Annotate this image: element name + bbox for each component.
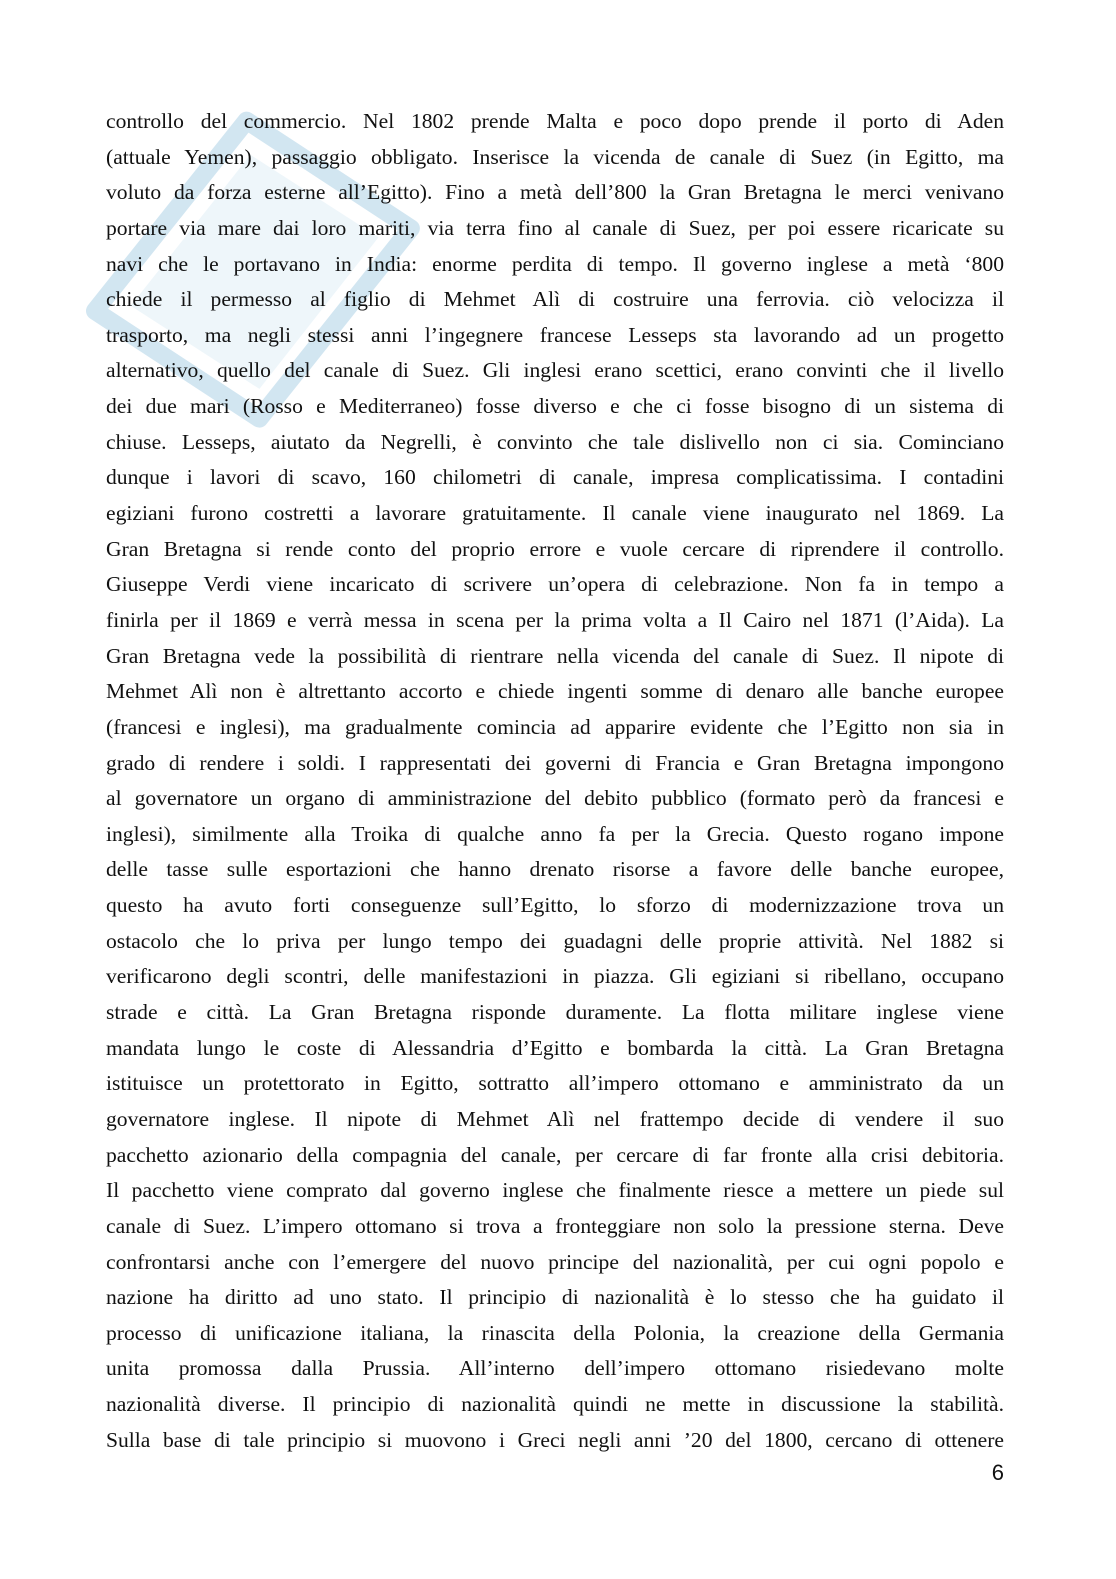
text-line: Mehmet Alì non è altrettanto accorto e chiede ingenti somme di denaro alle banche europee [106, 679, 1004, 704]
text-line: (francesi e inglesi), ma gradualmente comincia ad apparire evidente che l’Egitto non sia in [106, 714, 1004, 739]
text-line: navi che le portavano in India: enorme perdita di tempo. Il governo inglese a metà ‘800 [106, 251, 1004, 276]
text-line: al governatore un organo di amministrazione del debito pubblico (formato però da francesi e [106, 786, 1004, 811]
text-line: processo di unificazione italiana, la rinascita della Polonia, la creazione della Germania [106, 1320, 1004, 1345]
text-line: ostacolo che lo priva per lungo tempo dei guadagni delle proprie attività. Nel 1882 si [106, 928, 1004, 953]
text-line: istituisce un protettorato in Egitto, sottratto all’impero ottomano e amministrato da un [106, 1071, 1004, 1096]
text-line: (attuale Yemen), passaggio obbligato. Inserisce la vicenda de canale di Suez (in Egitto, ma [106, 144, 1004, 169]
page-number: 6 [991, 1460, 1004, 1485]
text-line: dei due mari (Rosso e Mediterraneo) fosse diverso e che ci fosse bisogno di un sistema di [106, 394, 1004, 419]
text-line: Sulla base di tale principio si muovono i Greci negli anni ’20 del 1800, cercano di ottenere [106, 1427, 1004, 1452]
text-line: Il pacchetto viene comprato dal governo inglese che finalmente riesce a mettere un piede sul [106, 1178, 1004, 1203]
text-line: governatore inglese. Il nipote di Mehmet Alì nel frattempo decide di vendere il suo [106, 1106, 1004, 1131]
text-line: pacchetto azionario della compagnia del canale, per cercare di far fronte alla crisi debitoria. [106, 1142, 1004, 1167]
text-line: voluto da forza esterne all’Egitto). Fino a metà dell’800 la Gran Bretagna le merci venivano [106, 180, 1004, 205]
text-line: egiziani furono costretti a lavorare gratuitamente. Il canale viene inaugurato nel 1869. La [106, 501, 1004, 526]
text-line: grado di rendere i soldi. I rappresentati dei governi di Francia e Gran Bretagna impongono [106, 750, 1004, 775]
text-line: portare via mare dai loro mariti, via terra fino al canale di Suez, per poi essere ricaricate su [106, 215, 1004, 240]
text-line: Gran Bretagna si rende conto del proprio errore e vuole cercare di riprendere il controllo. [106, 536, 1004, 561]
text-line: unita promossa dalla Prussia. All’interno dell’impero ottomano risiedevano molte [106, 1356, 1004, 1381]
text-line: nazione ha diritto ad uno stato. Il principio di nazionalità è lo stesso che ha guidato il [106, 1285, 1004, 1310]
text-line: nazionalità diverse. Il principio di nazionalità quindi ne mette in discussione la stabilità. [106, 1392, 1004, 1417]
text-line: trasporto, ma negli stessi anni l’ingegnere francese Lesseps sta lavorando ad un progetto [106, 322, 1004, 347]
body-text [106, 104, 1004, 1458]
text-line: chiuse. Lesseps, aiutato da Negrelli, è convinto che tale dislivello non ci sia. Cominciano [106, 429, 1004, 454]
text-line: alternativo, quello del canale di Suez. Gli inglesi erano scettici, erano convinti che il livello [106, 358, 1004, 383]
text-line: dunque i lavori di scavo, 160 chilometri di canale, impresa complicatissima. I contadini [106, 465, 1004, 490]
text-line: Giuseppe Verdi viene incaricato di scrivere un’opera di celebrazione. Non fa in tempo a [106, 572, 1004, 597]
text-line: canale di Suez. L’impero ottomano si trova a fronteggiare non solo la pressione sterna. Deve [106, 1213, 1004, 1238]
text-line: questo ha avuto forti conseguenze sull’Egitto, lo sforzo di modernizzazione trova un [106, 893, 1004, 918]
text-line: delle tasse sulle esportazioni che hanno drenato risorse a favore delle banche europee, [106, 857, 1004, 882]
text-line: verificarono degli scontri, delle manifestazioni in piazza. Gli egiziani si ribellano, occupano [106, 964, 1004, 989]
text-line: finirla per il 1869 e verrà messa in scena per la prima volta a Il Cairo nel 1871 (l’Aida). La [106, 607, 1004, 632]
text-line: Gran Bretagna vede la possibilità di rientrare nella vicenda del canale di Suez. Il nipote di [106, 643, 1004, 668]
text-line: mandata lungo le coste di Alessandria d’Egitto e bombarda la città. La Gran Bretagna [106, 1035, 1004, 1060]
text-line: chiede il permesso al figlio di Mehmet Alì di costruire una ferrovia. ciò velocizza il [106, 287, 1004, 312]
text-line: inglesi), similmente alla Troika di qualche anno fa per la Grecia. Questo rogano impone [106, 821, 1004, 846]
text-line: confrontarsi anche con l’emergere del nuovo principe del nazionalità, per cui ogni popolo e [106, 1249, 1004, 1274]
text-line: strade e città. La Gran Bretagna risponde duramente. La flotta militare inglese viene [106, 1000, 1004, 1025]
text-line: controllo del commercio. Nel 1802 prende Malta e poco dopo prende il porto di Aden [106, 109, 1004, 133]
